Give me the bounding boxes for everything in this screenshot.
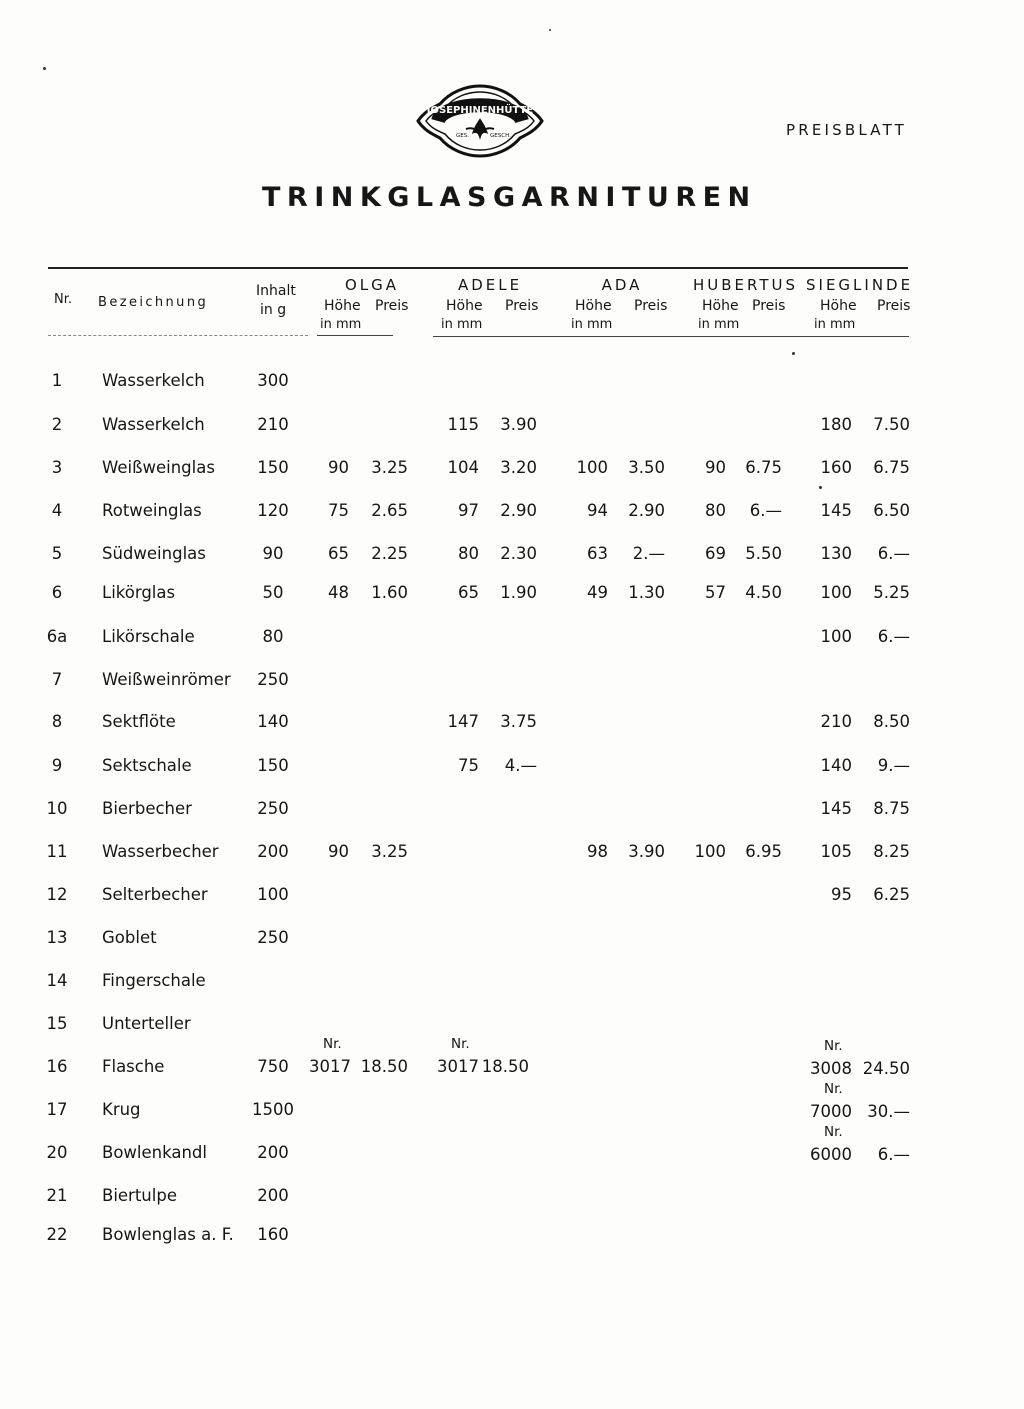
hubertus-hoehe: 69	[705, 544, 726, 563]
olga-hoehe: 75	[328, 501, 349, 520]
sieglinde-hoehe: 6000	[810, 1145, 852, 1164]
row-nr: 17	[46, 1100, 68, 1119]
olga-preis: 18.50	[360, 1057, 408, 1076]
sieglinde-preis: 6.75	[873, 458, 910, 477]
scan-speck	[43, 67, 46, 70]
row-inhalt: 200	[257, 1143, 289, 1162]
row-bezeichnung: Sektschale	[102, 756, 192, 775]
sieglinde-nr-label: Nr.	[824, 1038, 843, 1054]
row-nr: 9	[51, 756, 63, 775]
adele-hoehe: 97	[458, 501, 479, 520]
row-bezeichnung: Unterteller	[102, 1014, 191, 1033]
sieglinde-hoehe: 130	[820, 544, 852, 563]
sieglinde-preis: 9.—	[877, 756, 910, 775]
adele-hoehe: 147	[447, 712, 479, 731]
row-nr: 8	[51, 712, 63, 731]
hubertus-preis: 6.75	[745, 458, 782, 477]
olga-hoehe: 3017	[309, 1057, 351, 1076]
row-nr: 15	[46, 1014, 68, 1033]
row-nr: 11	[46, 842, 68, 861]
adele-hoehe: 3017	[437, 1057, 479, 1076]
row-nr: 4	[51, 501, 63, 520]
row-nr: 16	[46, 1057, 68, 1076]
sieglinde-hoehe: 3008	[810, 1059, 852, 1078]
sieglinde-preis: 8.50	[873, 712, 910, 731]
row-nr: 7	[51, 670, 63, 689]
sieglinde-hoehe: 145	[820, 501, 852, 520]
hubertus-preis-header: Preis	[752, 298, 786, 314]
row-bezeichnung: Weißweinglas	[102, 458, 215, 477]
olga-preis: 2.65	[371, 501, 408, 520]
sieglinde-preis: 6.—	[877, 1145, 910, 1164]
olga-preis-header: Preis	[375, 298, 409, 314]
ada-preis: 3.50	[628, 458, 665, 477]
hubertus-hoehe: 100	[694, 842, 726, 861]
row-bezeichnung: Südweinglas	[102, 544, 206, 563]
row-inhalt: 250	[257, 670, 289, 689]
adele-hoehe: 104	[447, 458, 479, 477]
sieglinde-hoehe: 105	[820, 842, 852, 861]
logo-sub-right: GESCH.	[490, 133, 511, 139]
scan-speck	[819, 486, 822, 489]
row-nr: 13	[46, 928, 68, 947]
adele-preis: 3.75	[500, 712, 537, 731]
sieglinde-preis: 8.75	[873, 799, 910, 818]
sieglinde-preis: 6.—	[877, 544, 910, 563]
row-inhalt: 150	[257, 458, 289, 477]
preisblatt-label: PREISBLATT	[786, 121, 908, 139]
header-bezeichnung: Bezeichnung	[98, 295, 209, 310]
olga-preis: 1.60	[371, 583, 408, 602]
ada-unit: in mm	[571, 317, 613, 332]
hubertus-hoehe: 80	[705, 501, 726, 520]
row-bezeichnung: Weißweinrömer	[102, 670, 231, 689]
hubertus-unit: in mm	[698, 317, 740, 332]
olga-hoehe: 90	[328, 842, 349, 861]
row-bezeichnung: Krug	[102, 1100, 141, 1119]
row-bezeichnung: Bierbecher	[102, 799, 192, 818]
group-olga: OLGA	[344, 276, 400, 294]
sieglinde-hoehe: 210	[820, 712, 852, 731]
adele-preis: 2.30	[500, 544, 537, 563]
row-bezeichnung: Biertulpe	[102, 1186, 177, 1205]
olga-unit: in mm	[320, 317, 362, 332]
row-bezeichnung: Flasche	[102, 1057, 165, 1076]
olga-hoehe: 90	[328, 458, 349, 477]
left-dashed-rule	[48, 335, 308, 336]
adele-hoehe: 80	[458, 544, 479, 563]
logo-sub-left: GES.	[456, 133, 469, 139]
row-bezeichnung: Bowlenkandl	[102, 1143, 207, 1162]
adele-preis: 18.50	[481, 1057, 529, 1076]
hubertus-preis: 5.50	[745, 544, 782, 563]
sieglinde-preis-header: Preis	[877, 298, 911, 314]
adele-hoehe: 75	[458, 756, 479, 775]
ada-preis: 2.—	[632, 544, 665, 563]
adele-preis: 3.20	[500, 458, 537, 477]
sieglinde-preis: 6.—	[877, 627, 910, 646]
row-bezeichnung: Rotweinglas	[102, 501, 202, 520]
row-bezeichnung: Wasserkelch	[102, 371, 205, 390]
olga-hoehe: 48	[328, 583, 349, 602]
sieglinde-nr-label: Nr.	[824, 1081, 843, 1097]
adele-unit: in mm	[441, 317, 483, 332]
ada-hoehe-header: Höhe	[575, 298, 612, 314]
header-inhalt: Inhalt	[256, 283, 296, 299]
row-inhalt: 200	[257, 842, 289, 861]
sieglinde-hoehe: 100	[820, 583, 852, 602]
ada-preis: 2.90	[628, 501, 665, 520]
hubertus-preis: 6.95	[745, 842, 782, 861]
olga-nr-label: Nr.	[323, 1036, 342, 1052]
olga-preis: 3.25	[371, 458, 408, 477]
row-inhalt: 210	[257, 415, 289, 434]
row-nr: 12	[46, 885, 68, 904]
row-bezeichnung: Sektflöte	[102, 712, 176, 731]
group-hubertus: HUBERTUS	[693, 276, 799, 294]
row-inhalt: 750	[257, 1057, 289, 1076]
row-bezeichnung: Selterbecher	[102, 885, 208, 904]
row-nr: 2	[51, 415, 63, 434]
sieglinde-hoehe: 95	[831, 885, 852, 904]
row-inhalt: 80	[262, 627, 284, 646]
sieglinde-hoehe: 180	[820, 415, 852, 434]
group-adele: ADELE	[457, 276, 523, 294]
row-nr: 1	[51, 371, 63, 390]
row-inhalt: 250	[257, 799, 289, 818]
adele-preis: 3.90	[500, 415, 537, 434]
row-bezeichnung: Likörschale	[102, 627, 195, 646]
adele-preis: 4.—	[504, 756, 537, 775]
group-sieglinde: SIEGLINDE	[806, 276, 914, 294]
olga-underline	[317, 335, 393, 336]
row-nr: 14	[46, 971, 68, 990]
adele-hoehe-header: Höhe	[446, 298, 483, 314]
row-inhalt: 100	[257, 885, 289, 904]
groups-underline	[433, 336, 909, 337]
adele-preis: 2.90	[500, 501, 537, 520]
row-bezeichnung: Wasserkelch	[102, 415, 205, 434]
row-bezeichnung: Bowlenglas a. F.	[102, 1225, 234, 1244]
ada-hoehe: 63	[587, 544, 608, 563]
row-bezeichnung: Likörglas	[102, 583, 176, 602]
row-inhalt: 300	[257, 371, 289, 390]
row-inhalt: 120	[257, 501, 289, 520]
sieglinde-hoehe: 140	[820, 756, 852, 775]
ada-preis: 3.90	[628, 842, 665, 861]
hubertus-preis: 6.—	[749, 501, 782, 520]
row-inhalt: 50	[262, 583, 284, 602]
olga-preis: 2.25	[371, 544, 408, 563]
row-inhalt: 160	[257, 1225, 289, 1244]
scan-speck	[549, 29, 551, 31]
sieglinde-hoehe: 160	[820, 458, 852, 477]
row-inhalt: 150	[257, 756, 289, 775]
sieglinde-hoehe: 7000	[810, 1102, 852, 1121]
table-top-rule	[48, 267, 908, 269]
ada-hoehe: 98	[587, 842, 608, 861]
adele-preis: 1.90	[500, 583, 537, 602]
row-nr: 6a	[46, 627, 68, 646]
header-inhalt-unit: in g	[260, 302, 287, 318]
row-nr: 6	[51, 583, 63, 602]
hubertus-hoehe-header: Höhe	[702, 298, 739, 314]
sieglinde-unit: in mm	[814, 317, 856, 332]
sieglinde-hoehe: 145	[820, 799, 852, 818]
olga-hoehe-header: Höhe	[324, 298, 361, 314]
row-inhalt: 200	[257, 1186, 289, 1205]
sieglinde-preis: 6.25	[873, 885, 910, 904]
row-nr: 22	[46, 1225, 68, 1244]
row-nr: 20	[46, 1143, 68, 1162]
ada-hoehe: 49	[587, 583, 608, 602]
adele-nr-label: Nr.	[451, 1036, 470, 1052]
row-nr: 3	[51, 458, 63, 477]
row-inhalt: 90	[262, 544, 284, 563]
olga-hoehe: 65	[328, 544, 349, 563]
group-ada: ADA	[601, 276, 643, 294]
row-inhalt: 1500	[252, 1100, 294, 1119]
hubertus-hoehe: 90	[705, 458, 726, 477]
sieglinde-hoehe-header: Höhe	[820, 298, 857, 314]
adele-hoehe: 115	[447, 415, 479, 434]
hubertus-preis: 4.50	[745, 583, 782, 602]
row-nr: 5	[51, 544, 63, 563]
row-inhalt: 140	[257, 712, 289, 731]
ada-preis-header: Preis	[634, 298, 668, 314]
row-bezeichnung: Goblet	[102, 928, 157, 947]
adele-preis-header: Preis	[505, 298, 539, 314]
ada-hoehe: 100	[576, 458, 608, 477]
sieglinde-preis: 8.25	[873, 842, 910, 861]
ada-preis: 1.30	[628, 583, 665, 602]
row-nr: 21	[46, 1186, 68, 1205]
sieglinde-preis: 6.50	[873, 501, 910, 520]
row-nr: 10	[46, 799, 68, 818]
sieglinde-preis: 5.25	[873, 583, 910, 602]
sieglinde-hoehe: 100	[820, 627, 852, 646]
ada-hoehe: 94	[587, 501, 608, 520]
row-bezeichnung: Fingerschale	[102, 971, 206, 990]
josephinenhuette-logo	[410, 82, 550, 160]
page-title: TRINKGLASGARNITUREN	[262, 182, 757, 213]
sieglinde-preis: 7.50	[873, 415, 910, 434]
row-bezeichnung: Wasserbecher	[102, 842, 219, 861]
row-inhalt: 250	[257, 928, 289, 947]
sieglinde-preis: 24.50	[862, 1059, 910, 1078]
olga-preis: 3.25	[371, 842, 408, 861]
hubertus-hoehe: 57	[705, 583, 726, 602]
adele-hoehe: 65	[458, 583, 479, 602]
sieglinde-nr-label: Nr.	[824, 1124, 843, 1140]
sieglinde-preis: 30.—	[867, 1102, 910, 1121]
scan-speck	[792, 352, 795, 355]
header-nr: Nr.	[54, 292, 73, 307]
logo-text: JOSEPHINENHÜTTE	[426, 105, 534, 116]
